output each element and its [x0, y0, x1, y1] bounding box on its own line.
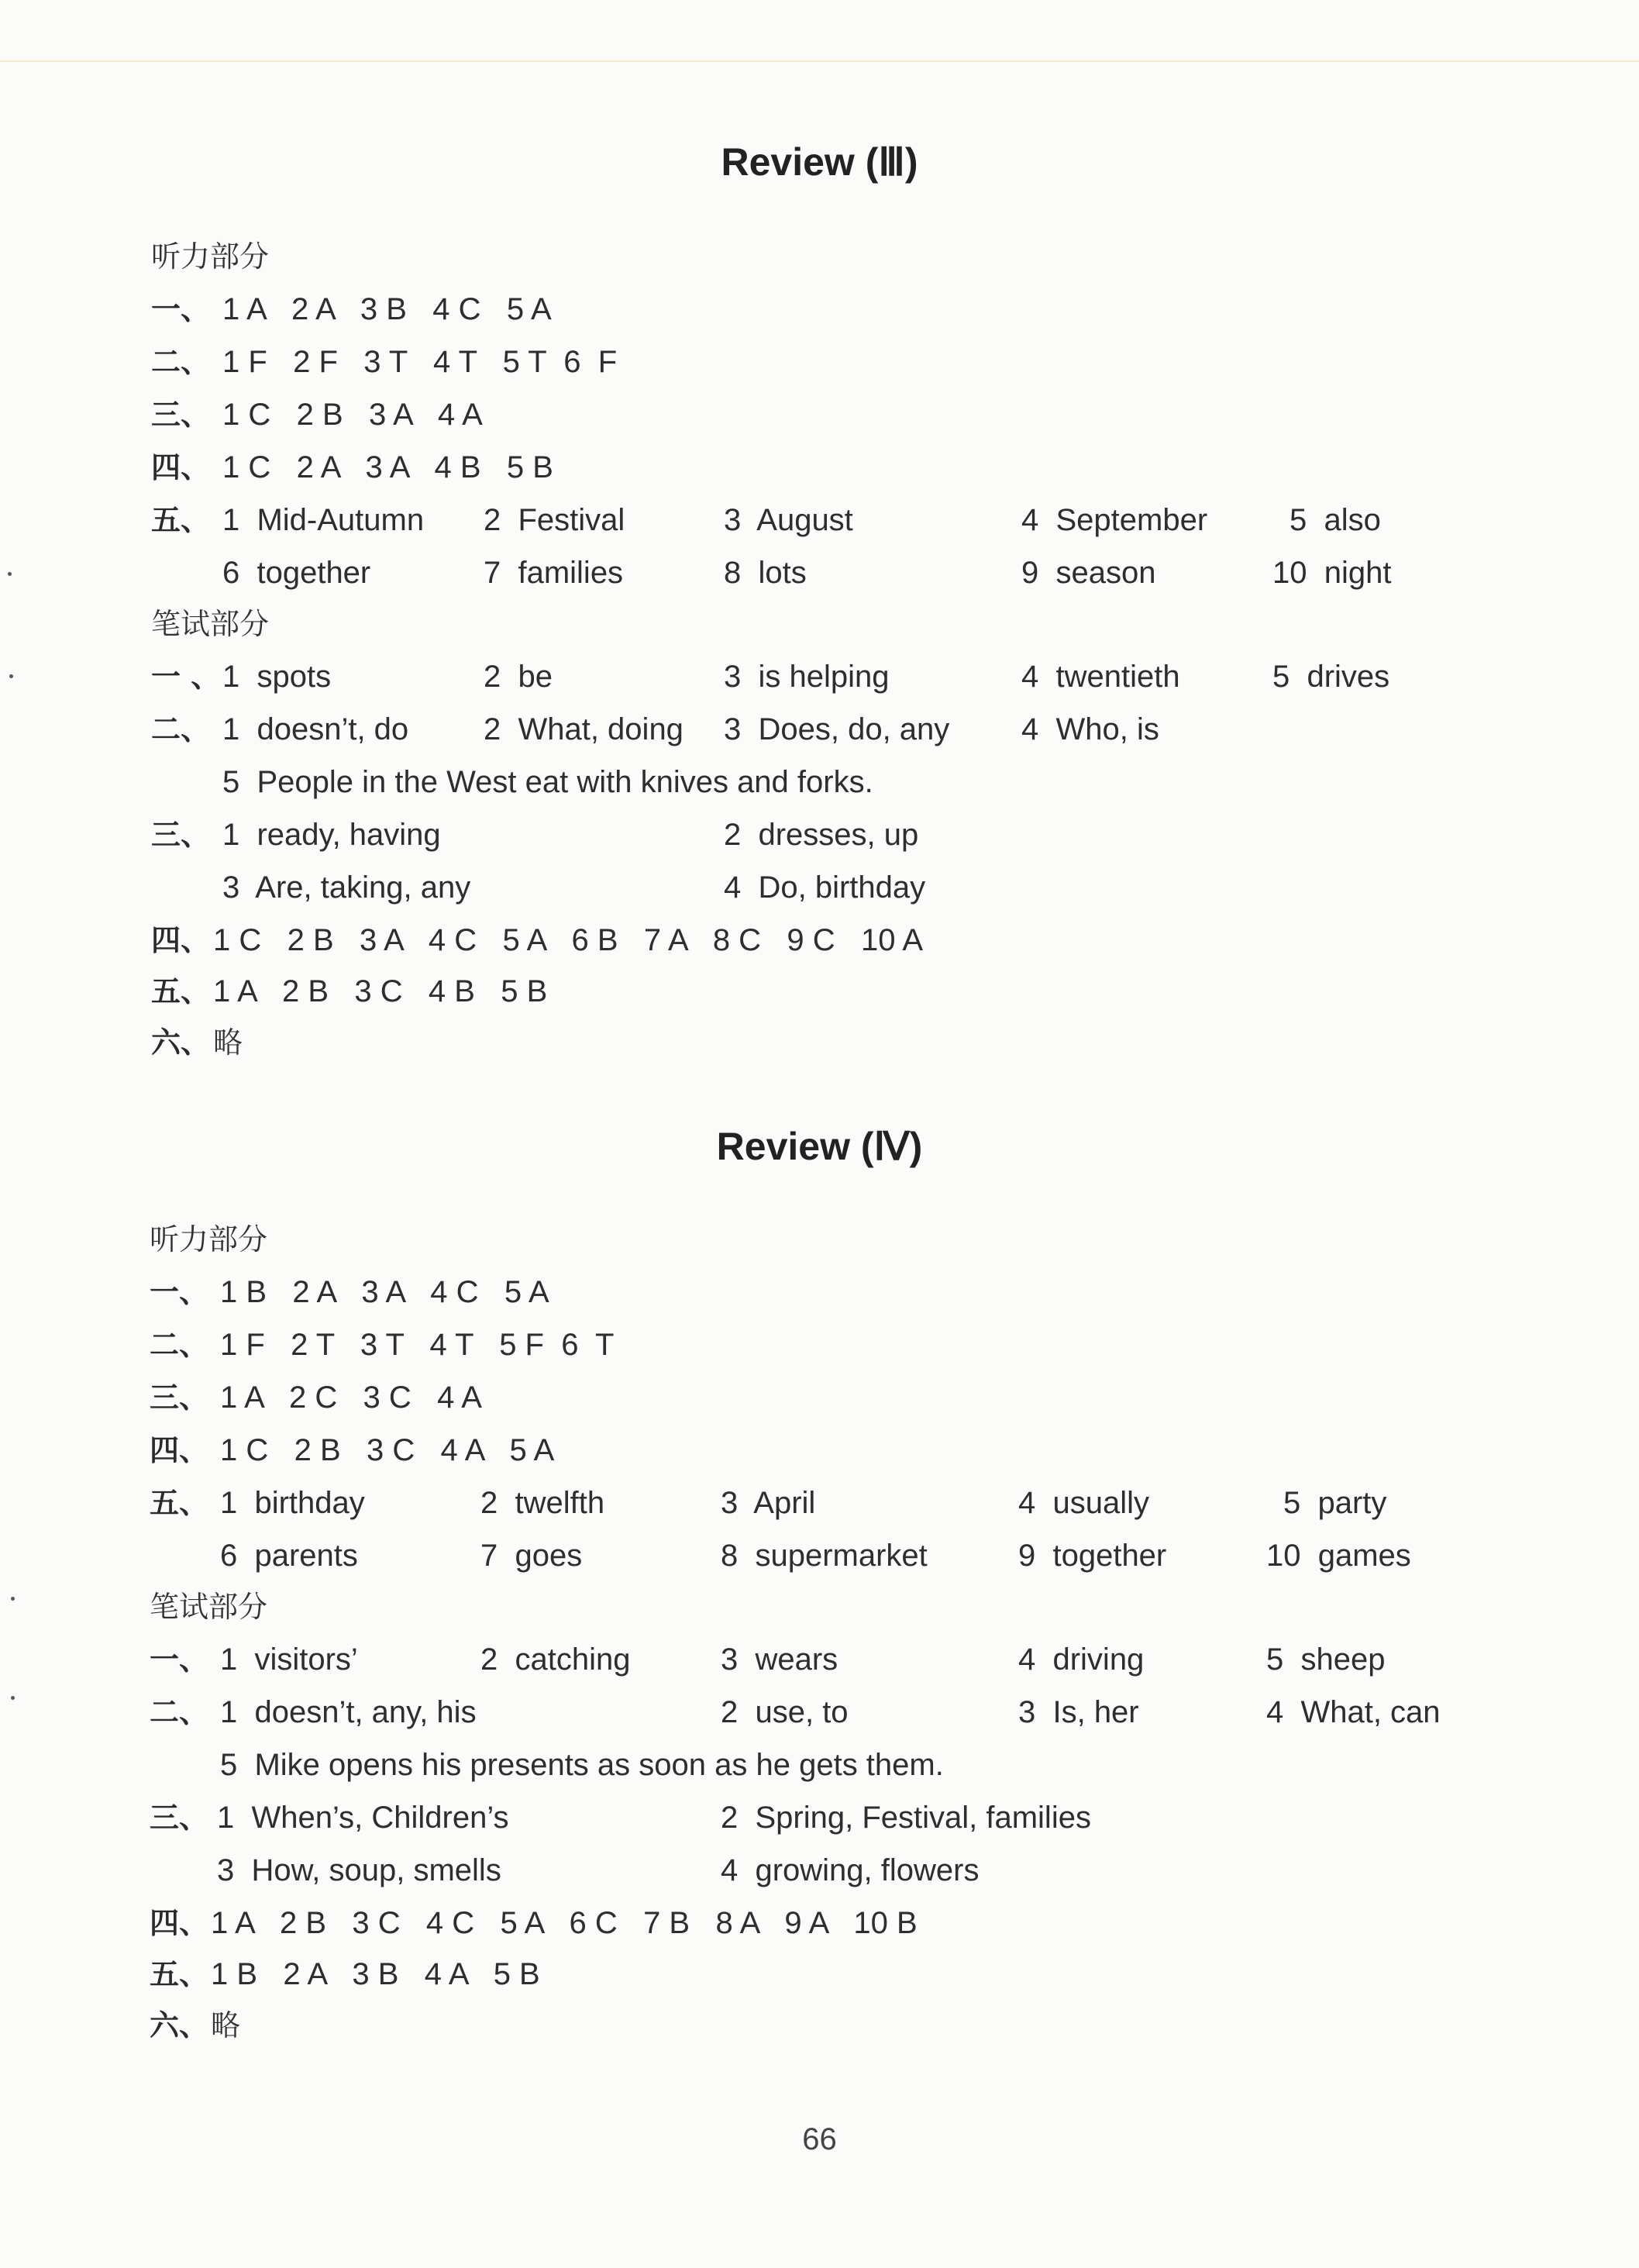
- answer-item: 5 drives: [1272, 660, 1390, 694]
- answer-item: 10 night: [1272, 556, 1392, 590]
- section-label: 六、: [151, 1025, 211, 1060]
- answer-item: 6 parents: [220, 1539, 358, 1573]
- review-4-writing-4: [0, 1897, 1639, 1949]
- answer-item: 7 goes: [480, 1539, 583, 1573]
- review-4-writing-2: [0, 1686, 1639, 1739]
- answer-item: 3 How, soup, smells: [217, 1853, 501, 1887]
- answer-sentence: 5 Mike opens his presents as soon as he gets them.: [220, 1748, 944, 1782]
- answer-text: 1 A 2 C 3 C 4 A: [220, 1380, 482, 1415]
- review-3-listening-header-row: [0, 230, 1639, 283]
- answer-sentence: 5 People in the West eat with knives and forks.: [222, 765, 873, 799]
- answer-item: 3 wears: [721, 1642, 838, 1677]
- answer-text: 1 A 2 B 3 C 4 B 5 B: [213, 974, 548, 1008]
- writing-header: 笔试部分: [151, 607, 270, 641]
- review-3-title: Review (Ⅲ): [721, 140, 918, 184]
- review-3-writing-2-item-5: [0, 756, 1639, 808]
- answer-item: 6 together: [222, 556, 371, 590]
- answer-text: 1 C 2 A 3 A 4 B 5 B: [222, 450, 553, 484]
- top-rule: [0, 60, 1639, 62]
- answer-text: 1 F 2 T 3 T 4 T 5 F 6 T: [220, 1328, 615, 1362]
- review-4-listening-5-row-1: [0, 1477, 1639, 1529]
- review-3-writing-6: [0, 1016, 1639, 1069]
- answer-item: 5 sheep: [1266, 1642, 1386, 1677]
- review-4-listening-5-row-2: [0, 1529, 1639, 1582]
- answer-text: 1 B 2 A 3 A 4 C 5 A: [220, 1275, 549, 1309]
- review-3-writing-2: [0, 703, 1639, 756]
- section-label: 五、: [150, 1486, 209, 1520]
- answer-text: 1 A 2 B 3 C 4 C 5 A 6 C 7 B 8 A 9 A 10 B: [211, 1906, 918, 1940]
- review-4-writing-6: [0, 1999, 1639, 2052]
- answer-item: 3 Does, do, any: [724, 712, 950, 746]
- answer-item: 1 ready, having: [222, 818, 441, 852]
- answer-item: 9 together: [1018, 1539, 1167, 1573]
- section-label: 四、: [150, 1906, 209, 1940]
- page-number: 66: [802, 2122, 837, 2156]
- answer-item: 2 Festival: [484, 503, 625, 537]
- section-label: 五、: [151, 974, 211, 1008]
- answer-item: 4 twentieth: [1021, 660, 1180, 694]
- review-4-title: Review (Ⅳ): [716, 1125, 923, 1168]
- answer-item: 5 also: [1290, 503, 1381, 537]
- answer-item: 10 games: [1266, 1539, 1411, 1573]
- answer-item: 4 September: [1021, 503, 1208, 537]
- answer-item: 4 usually: [1018, 1486, 1149, 1520]
- answer-text: 1 B 2 A 3 B 4 A 5 B: [211, 1957, 540, 1991]
- listening-header: 听力部分: [150, 1222, 268, 1256]
- review-3-listening-5-row-2: [0, 546, 1639, 599]
- answer-item: 2 What, doing: [484, 712, 683, 746]
- answer-item: 2 Spring, Festival, families: [721, 1801, 1091, 1835]
- section-label: 一、: [150, 1275, 209, 1309]
- answer-text: 1 C 2 B 3 A 4 C 5 A 6 B 7 A 8 C 9 C 10 A: [213, 923, 924, 957]
- section-label: 六、: [150, 2008, 209, 2042]
- answer-item: 2 twelfth: [480, 1486, 605, 1520]
- review-3-writing-1: [0, 650, 1639, 703]
- review-3-writing-3-row-1: [0, 808, 1639, 861]
- review-3-listening-5-row-1: [0, 494, 1639, 546]
- answer-text: 1 A 2 A 3 B 4 C 5 A: [222, 292, 552, 326]
- writing-header: 笔试部分: [150, 1590, 268, 1624]
- answer-text: 1 C 2 B 3 A 4 A: [222, 398, 483, 432]
- review-3-writing-4: [0, 914, 1639, 967]
- review-4-listening-1: [0, 1266, 1639, 1318]
- answer-item: 5 party: [1283, 1486, 1387, 1520]
- review-4-writing-3-row-2: [0, 1844, 1639, 1897]
- review-4-writing-5: [0, 1948, 1639, 2001]
- answer-item: 1 birthday: [220, 1486, 365, 1520]
- review-3-writing-5: [0, 965, 1639, 1018]
- review-4-listening-4: [0, 1424, 1639, 1477]
- review-4-listening-header-row: [0, 1213, 1639, 1266]
- answer-text: 略: [211, 2008, 241, 2042]
- answer-item: 2 catching: [480, 1642, 631, 1677]
- answer-item: 1 doesn’t, do: [222, 712, 409, 746]
- answer-item: 1 Mid-Autumn: [222, 503, 425, 537]
- answer-item: 3 Are, taking, any: [222, 870, 471, 905]
- answer-item: 2 dresses, up: [724, 818, 919, 852]
- section-label: 三、: [151, 398, 211, 432]
- answer-item: 3 Is, her: [1018, 1695, 1139, 1729]
- section-label: 五、: [151, 503, 211, 537]
- review-4-writing-1: [0, 1633, 1639, 1686]
- answer-item: 1 doesn’t, any, his: [220, 1695, 477, 1729]
- answer-item: 2 be: [484, 660, 553, 694]
- section-label: 四、: [150, 1433, 209, 1467]
- section-label: 一、: [151, 292, 211, 326]
- answer-item: 8 supermarket: [721, 1539, 928, 1573]
- section-label: 二、: [150, 1695, 209, 1729]
- review-3-listening-4: [0, 441, 1639, 494]
- section-label: 五、: [150, 1957, 209, 1991]
- section-label: 四、: [151, 923, 211, 957]
- section-label: 三、: [150, 1380, 209, 1415]
- review-3-listening-1: [0, 283, 1639, 336]
- section-label: 二、: [150, 1328, 209, 1362]
- answer-item: 7 families: [484, 556, 624, 590]
- section-label: 一、: [150, 1642, 209, 1677]
- answer-text: 略: [213, 1025, 243, 1060]
- answer-item: 4 Who, is: [1021, 712, 1159, 746]
- section-label: 二、: [151, 345, 211, 379]
- review-4-listening-3: [0, 1371, 1639, 1424]
- answer-item: 3 August: [724, 503, 853, 537]
- review-3-listening-2: [0, 336, 1639, 388]
- review-4-writing-header-row: [0, 1580, 1639, 1633]
- section-label: 三、: [150, 1801, 209, 1835]
- section-label: 四、: [151, 450, 211, 484]
- answer-item: 8 lots: [724, 556, 807, 590]
- answer-text: 1 F 2 F 3 T 4 T 5 T 6 F: [222, 345, 618, 379]
- answer-item: 1 When’s, Children’s: [217, 1801, 509, 1835]
- answer-item: 1 spots: [222, 660, 332, 694]
- answer-item: 1 visitors’: [220, 1642, 358, 1677]
- answer-item: 4 driving: [1018, 1642, 1145, 1677]
- review-3-listening-3: [0, 388, 1639, 441]
- answer-item: 4 Do, birthday: [724, 870, 926, 905]
- review-3-writing-3-row-2: [0, 861, 1639, 914]
- section-label: 二、: [151, 712, 211, 746]
- answer-text: 1 C 2 B 3 C 4 A 5 A: [220, 1433, 555, 1467]
- answer-item: 9 season: [1021, 556, 1156, 590]
- review-4-writing-3-row-1: [0, 1791, 1639, 1844]
- answer-item: 4 What, can: [1266, 1695, 1441, 1729]
- answer-item: 4 growing, flowers: [721, 1853, 980, 1887]
- review-3-writing-header-row: [0, 598, 1639, 650]
- review-4-writing-2-item-5: [0, 1739, 1639, 1791]
- listening-header: 听力部分: [151, 240, 270, 274]
- section-label: 三、: [151, 818, 211, 852]
- section-label: 一 、: [151, 660, 221, 694]
- answer-item: 2 use, to: [721, 1695, 849, 1729]
- answer-item: 3 is helping: [724, 660, 890, 694]
- answer-item: 3 April: [721, 1486, 816, 1520]
- review-4-listening-2: [0, 1318, 1639, 1371]
